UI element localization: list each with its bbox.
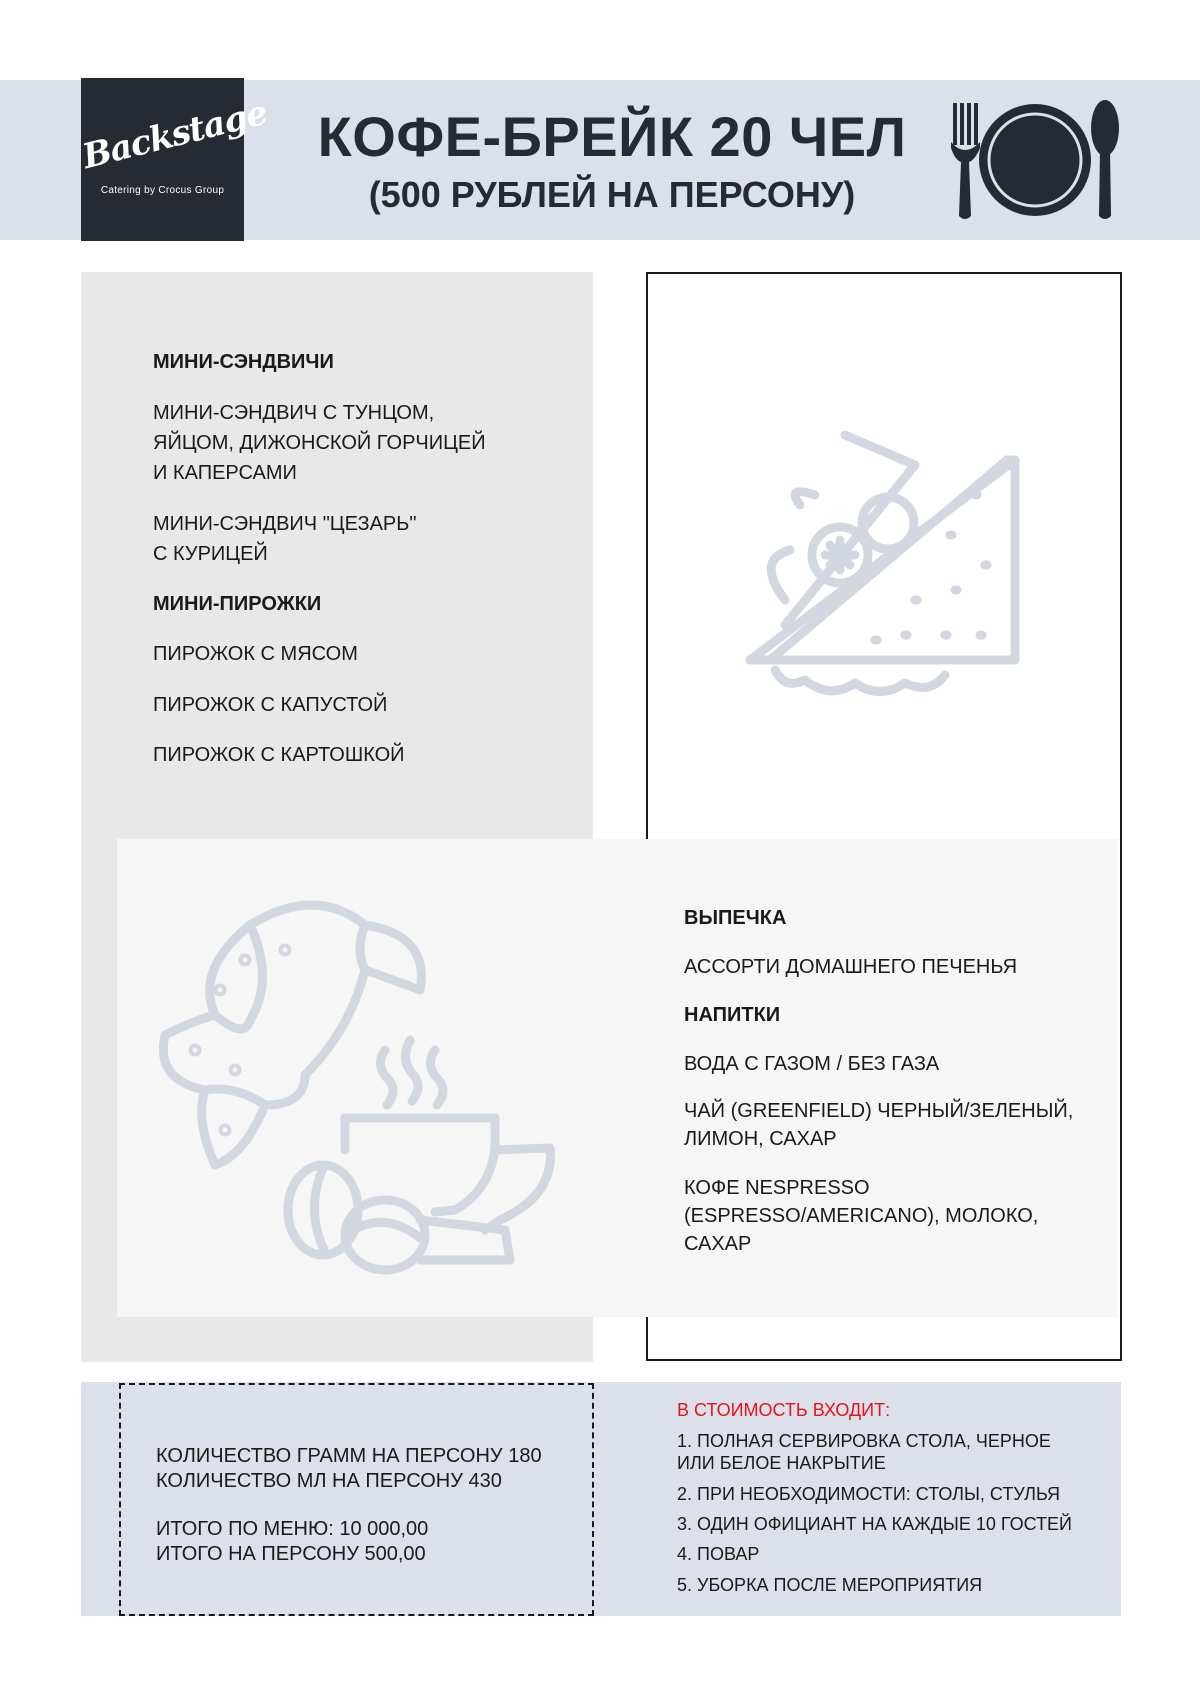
logo-script: Backstage [78, 92, 271, 178]
menu-item-line: И КАПЕРСАМИ [153, 462, 297, 484]
sandwich-icon [745, 425, 1025, 705]
grams-per-person: КОЛИЧЕСТВО ГРАММ НА ПЕРСОНУ 180 [156, 1445, 542, 1467]
include-item-2: 2. ПРИ НЕОБХОДИМОСТИ: СТОЛЫ, СТУЛЬЯ [677, 1484, 1060, 1504]
totals-amounts [156, 1517, 428, 1567]
menu-item-pie-meat: ПИРОЖОК С МЯСОМ [153, 643, 358, 665]
menu-item-line: ЛИМОН, САХАР [684, 1128, 837, 1150]
ml-per-person: КОЛИЧЕСТВО МЛ НА ПЕРСОНУ 430 [156, 1470, 502, 1492]
logo-subtitle: Catering by Crocus Group [100, 185, 225, 196]
fork-plate-spoon-icon [945, 98, 1125, 223]
croissant-coffee-icon [155, 890, 565, 1280]
logo [78, 78, 271, 241]
totals-box [119, 1383, 594, 1616]
menu-item-line: ЯЙЦОМ, ДИЖОНСКОЙ ГОРЧИЦЕЙ [153, 432, 486, 454]
include-item-line: ИЛИ БЕЛОЕ НАКРЫТИЕ [677, 1453, 886, 1473]
include-item-3: 3. ОДИН ОФИЦИАНТ НА КАЖДЫЕ 10 ГОСТЕЙ [677, 1514, 1072, 1534]
page-subtitle: (500 РУБЛЕЙ НА ПЕРСОНУ) [368, 174, 856, 215]
menu-item-water: ВОДА С ГАЗОМ / БЕЗ ГАЗА [684, 1053, 940, 1075]
include-item-line: 1. ПОЛНАЯ СЕРВИРОВКА СТОЛА, ЧЕРНОЕ [677, 1431, 1051, 1451]
menu-item-pie-cabbage: ПИРОЖОК С КАПУСТОЙ [153, 694, 388, 716]
menu-item-sandwich-tuna [153, 398, 486, 488]
section-heading-drinks: НАПИТКИ [684, 1004, 781, 1026]
menu-item-line: САХАР [684, 1233, 752, 1255]
menu-item-coffee [684, 1174, 1038, 1258]
include-item-1 [677, 1430, 1097, 1474]
menu-item-line: (ESPRESSO/AMERICANO), МОЛОКО, [684, 1205, 1039, 1227]
menu-item-pie-potato: ПИРОЖОК С КАРТОШКОЙ [153, 744, 405, 766]
section-heading-sandwiches: МИНИ-СЭНДВИЧИ [153, 351, 334, 373]
section-heading-pies: МИНИ-ПИРОЖКИ [153, 593, 322, 615]
menu-item-line: МИНИ-СЭНДВИЧ С ТУНЦОМ, [153, 402, 435, 424]
menu-total: ИТОГО ПО МЕНЮ: 10 000,00 [156, 1518, 429, 1540]
menu-item-line: С КУРИЦЕЙ [153, 543, 268, 565]
menu-item-cookies: АССОРТИ ДОМАШНЕГО ПЕЧЕНЬЯ [684, 956, 1018, 978]
section-heading-pastry: ВЫПЕЧКА [684, 907, 787, 929]
menu-item-line: МИНИ-СЭНДВИЧ "ЦЕЗАРЬ" [153, 513, 417, 535]
page-title: КОФЕ-БРЕЙК 20 ЧЕЛ [317, 105, 907, 168]
menu-item-line: ЧАЙ (GREENFIELD) ЧЕРНЫЙ/ЗЕЛЕНЫЙ, [684, 1100, 1074, 1122]
totals-quantities [156, 1444, 542, 1494]
include-item-5: 5. УБОРКА ПОСЛЕ МЕРОПРИЯТИЯ [677, 1575, 983, 1595]
menu-item-line: КОФЕ NESPRESSO [684, 1177, 870, 1199]
include-item-4: 4. ПОВАР [677, 1544, 760, 1564]
includes-title: В СТОИМОСТЬ ВХОДИТ: [677, 1400, 891, 1420]
per-person-total: ИТОГО НА ПЕРСОНУ 500,00 [156, 1543, 426, 1565]
menu-item-sandwich-caesar [153, 509, 416, 569]
menu-item-tea [684, 1097, 1073, 1153]
